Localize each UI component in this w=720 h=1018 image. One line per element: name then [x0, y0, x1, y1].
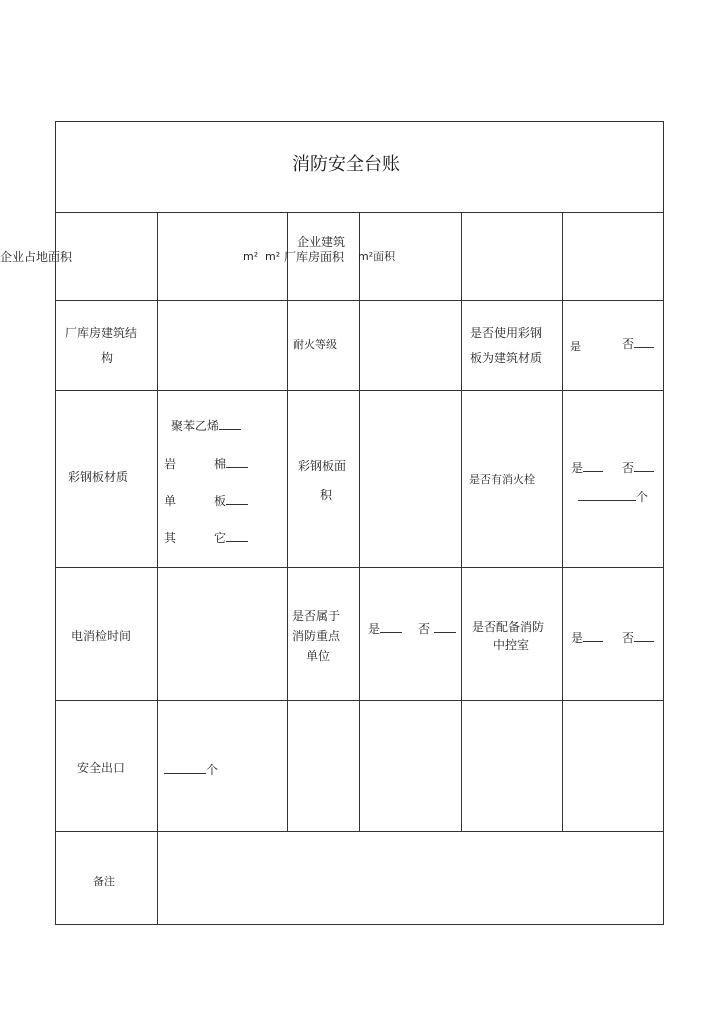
control-room-question-line1: 是否配备消防 — [472, 620, 545, 634]
option-polystyrene — [171, 417, 241, 433]
other-label-2: 它 — [214, 531, 227, 545]
polystyrene-label: 聚苯乙烯 — [171, 419, 220, 433]
inspection-time-label: 电消检时间 — [71, 629, 132, 643]
yes-label: 是 — [571, 631, 584, 645]
divider-row-2 — [55, 300, 664, 301]
no-label: 否 — [418, 622, 431, 636]
remarks-field[interactable] — [158, 832, 663, 924]
divider-row-4 — [55, 567, 664, 568]
site-area-unit-1: m² — [243, 250, 259, 263]
yes-label: 是 — [571, 461, 584, 475]
no-blank[interactable] — [634, 629, 654, 642]
no-blank[interactable] — [634, 335, 654, 348]
other-label-1: 其 — [164, 531, 177, 545]
hydrant-no-option — [622, 459, 654, 475]
fire-rating-label: 耐火等级 — [293, 338, 337, 351]
divider-row-1 — [55, 212, 664, 213]
site-area-unit-2: m² — [265, 250, 281, 263]
steel-area-label-line2: 积 — [320, 488, 333, 502]
control-room-yes-option — [571, 629, 603, 645]
no-label: 否 — [622, 631, 635, 645]
hydrant-count-blank[interactable] — [578, 488, 636, 501]
no-blank[interactable] — [434, 620, 456, 633]
remarks-label: 备注 — [93, 875, 115, 888]
divider-col-4 — [461, 212, 462, 832]
no-blank[interactable] — [634, 459, 654, 472]
divider-col-2 — [287, 212, 288, 832]
other-blank[interactable] — [226, 529, 248, 542]
yes-blank[interactable] — [583, 459, 603, 472]
hydrant-count — [578, 488, 648, 504]
steel-plate-yes-option: 是 — [570, 340, 581, 353]
site-area-label: 企业占地面积 — [0, 250, 73, 264]
option-rock-wool — [164, 455, 248, 471]
rock-wool-label-2: 棉 — [214, 457, 227, 471]
building-area-label-line1: 企业建筑 — [297, 235, 346, 249]
safety-exit-label: 安全出口 — [77, 761, 126, 775]
building-area-label-line2: 厂库房面积 — [284, 250, 345, 264]
single-plate-label-1: 单 — [164, 494, 177, 508]
rock-wool-label-1: 岩 — [164, 457, 177, 471]
border-top — [55, 121, 664, 122]
divider-col-5 — [562, 212, 563, 832]
count-unit: 个 — [636, 490, 649, 504]
divider-row-5 — [55, 700, 664, 701]
steel-plate-question-line2: 板为建筑材质 — [470, 351, 543, 365]
structure-label-line2: 构 — [101, 351, 114, 365]
single-plate-blank[interactable] — [226, 492, 248, 505]
no-label: 否 — [622, 461, 635, 475]
yes-blank[interactable] — [380, 620, 402, 633]
divider-col-3 — [359, 212, 360, 832]
key-unit-no-option — [418, 620, 456, 636]
polystyrene-blank[interactable] — [219, 417, 241, 430]
building-area-unit: m²面积 — [358, 250, 396, 263]
structure-label-line1: 厂库房建筑结 — [65, 326, 138, 340]
form-title: 消防安全台账 — [292, 154, 400, 175]
key-unit-question-line2: 消防重点 — [292, 629, 341, 643]
option-single-plate — [164, 492, 248, 508]
divider-row-3 — [55, 390, 664, 391]
steel-plate-question-line1: 是否使用彩钢 — [470, 326, 543, 340]
option-other — [164, 529, 248, 545]
steel-material-label: 彩钢板材质 — [68, 470, 129, 484]
safety-exit-count-blank[interactable] — [164, 761, 206, 774]
hydrant-yes-option — [571, 459, 603, 475]
hydrant-question: 是否有消火栓 — [469, 473, 535, 486]
key-unit-question-line1: 是否属于 — [292, 609, 341, 623]
steel-plate-no-option — [622, 335, 654, 351]
border-left — [55, 121, 56, 925]
key-unit-question-line3: 单位 — [306, 649, 331, 663]
control-room-question-line2: 中控室 — [493, 638, 530, 652]
no-label: 否 — [622, 337, 635, 351]
border-right — [663, 121, 664, 925]
yes-label: 是 — [368, 622, 381, 636]
single-plate-label-2: 板 — [214, 494, 227, 508]
safety-exit-count — [164, 761, 218, 777]
key-unit-yes-option — [368, 620, 402, 636]
steel-area-label-line1: 彩钢板面 — [298, 459, 347, 473]
count-unit: 个 — [206, 763, 219, 777]
control-room-no-option — [622, 629, 654, 645]
rock-wool-blank[interactable] — [226, 455, 248, 468]
border-bottom — [55, 924, 664, 925]
yes-blank[interactable] — [583, 629, 603, 642]
divider-col-1 — [157, 212, 158, 925]
